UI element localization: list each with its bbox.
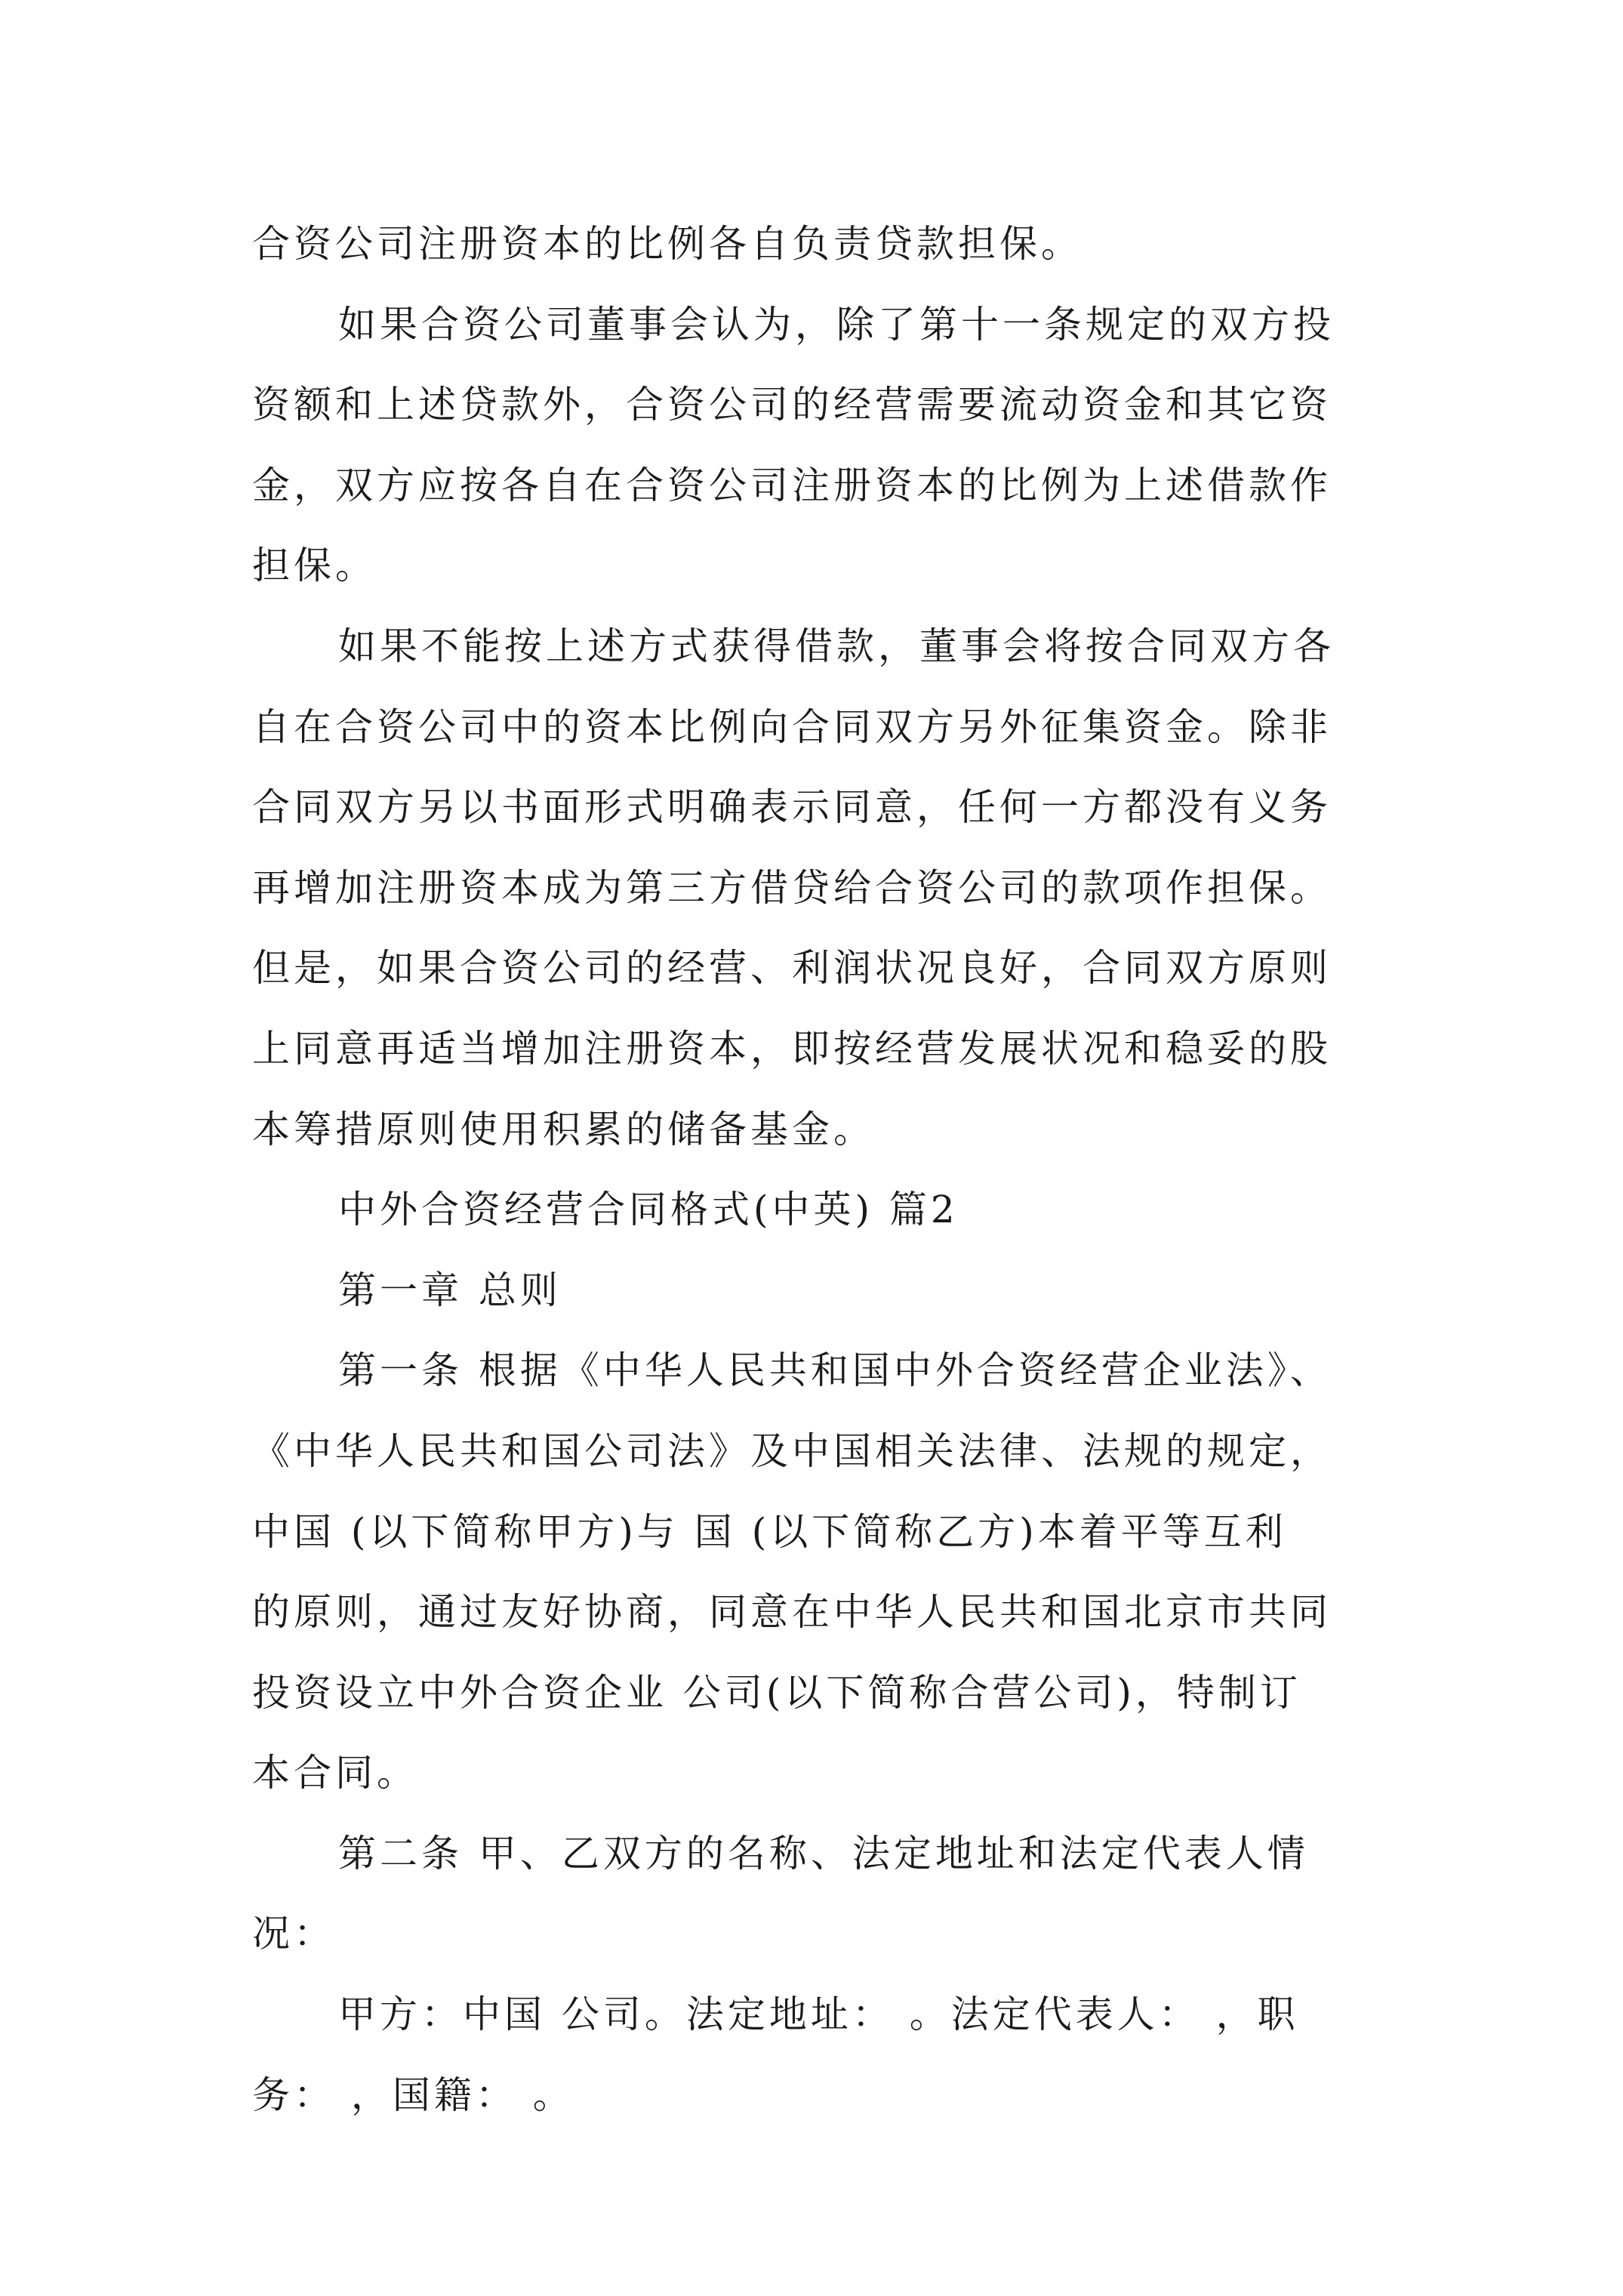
party-info-line: 甲方：中国 公司。法定地址： 。法定代表人： ，职 xyxy=(338,1992,1299,2037)
paragraph-line: 再增加注册资本成为第三方借贷给合资公司的款项作担保。 xyxy=(252,865,1332,910)
paragraph-line: 金，双方应按各自在合资公司注册资本的比例为上述借款作 xyxy=(252,463,1332,507)
article-line: 《中华人民共和国公司法》及中国相关法律、法规的规定， xyxy=(252,1428,1332,1473)
paragraph-line: 担保。 xyxy=(252,544,377,588)
chapter-heading: 第一章 总则 xyxy=(338,1268,562,1312)
article-line: 况： xyxy=(252,1912,335,1956)
paragraph-line: 合同双方另以书面形式明确表示同意，任何一方都没有义务 xyxy=(252,785,1332,830)
article-line: 第二条 甲、乙双方的名称、法定地址和法定代表人情 xyxy=(338,1831,1309,1875)
article-line: 的原则，通过友好协商，同意在中华人民共和国北京市共同 xyxy=(252,1590,1332,1635)
paragraph-line: 本筹措原则使用积累的储备基金。 xyxy=(252,1107,875,1151)
article-line: 中国 (以下简称甲方)与 国 (以下简称乙方)本着平等互利 xyxy=(252,1509,1287,1554)
paragraph-line: 自在合资公司中的资本比例向合同双方另外征集资金。除非 xyxy=(252,704,1332,749)
party-info-line: 务： ，国籍： 。 xyxy=(252,2073,574,2117)
document-body xyxy=(252,204,1400,2135)
paragraph-line: 资额和上述贷款外，合资公司的经营需要流动资金和其它资 xyxy=(252,383,1332,427)
paragraph-line: 如果不能按上述方式获得借款，董事会将按合同双方各 xyxy=(338,624,1335,668)
paragraph-line: 合资公司注册资本的比例各自负责贷款担保。 xyxy=(252,222,1083,266)
section-heading: 中外合资经营合同格式(中英) 篇2 xyxy=(338,1188,959,1232)
paragraph-line: 但是，如果合资公司的经营、利润状况良好，合同双方原则 xyxy=(252,946,1332,991)
article-line: 本合同。 xyxy=(252,1751,418,1795)
article-line: 投资设立中外合资企业 公司(以下简称合营公司)，特制订 xyxy=(252,1670,1301,1715)
article-line: 第一条 根据《中华人民共和国中外合资经营企业法》、 xyxy=(338,1348,1332,1393)
paragraph-line: 上同意再适当增加注册资本，即按经营发展状况和稳妥的股 xyxy=(252,1026,1332,1071)
paragraph-line: 如果合资公司董事会认为，除了第十一条规定的双方投 xyxy=(338,302,1335,347)
